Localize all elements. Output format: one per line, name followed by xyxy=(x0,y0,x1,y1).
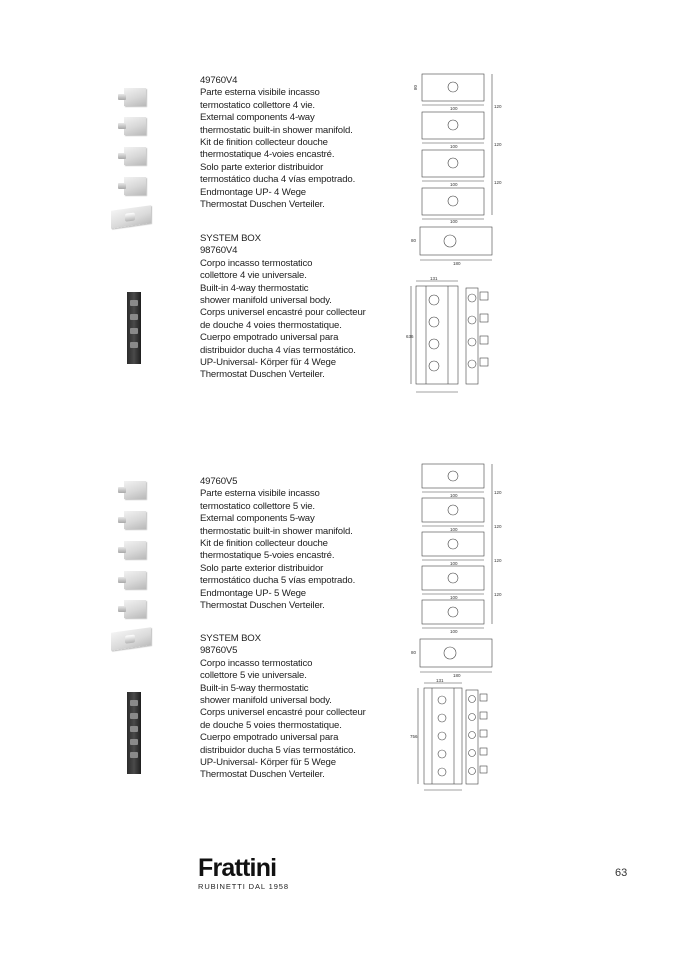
brand-name: Frattini xyxy=(198,854,277,882)
description-line: Corpo incasso termostatico xyxy=(200,657,313,669)
brand-logo xyxy=(198,855,289,891)
wide-plate-technical-drawing xyxy=(406,638,496,680)
product-code: 49760V4 xyxy=(200,75,238,86)
dimension-label: 636 xyxy=(406,334,414,339)
port-image xyxy=(130,300,138,306)
product-98760V4 xyxy=(200,233,400,382)
description-line: termostatico collettore 4 vie. xyxy=(200,99,315,111)
system-box-title: SYSTEM BOX xyxy=(200,633,261,644)
brand-tagline: RUBINETTI DAL 1958 xyxy=(198,882,289,891)
thermostat-plate-image xyxy=(111,627,151,651)
dimension-label: 756 xyxy=(410,734,418,739)
description-line: Corps universel encastré pour collecteur xyxy=(200,707,366,719)
valve-plate-image xyxy=(124,147,146,165)
port-image xyxy=(130,700,138,706)
description-line: shower manifold universal body. xyxy=(200,295,332,307)
product-49760V4 xyxy=(200,75,400,211)
description-line: Endmontage UP- 5 Wege xyxy=(200,587,306,599)
valve-plate-image xyxy=(124,600,146,618)
description-line: termostático ducha 5 vías empotrado. xyxy=(200,575,356,587)
description-line: Parte esterna visibile incasso xyxy=(200,488,320,500)
knob-image xyxy=(118,183,126,189)
dimension-label: 100 xyxy=(450,182,458,187)
description-line: Corpo incasso termostatico xyxy=(200,257,313,269)
dimension-label: 80 xyxy=(413,84,418,90)
dimension-label: 180 xyxy=(453,673,461,678)
valve-plate-image xyxy=(124,88,146,106)
system-box-image xyxy=(127,692,141,774)
description-line: Corps universel encastré pour collecteur xyxy=(200,307,366,319)
dimension-label: 100 xyxy=(450,527,458,532)
knob-image xyxy=(125,212,135,221)
plates-technical-drawing xyxy=(414,462,504,640)
description-line: de douche 5 voies thermostatique. xyxy=(200,719,342,731)
description-line: distribuidor ducha 5 vías termostático. xyxy=(200,744,356,756)
product-code: 98760V5 xyxy=(200,645,238,657)
dimension-label: 100 xyxy=(450,144,458,149)
knob-image xyxy=(118,577,126,583)
dimension-label: 131 xyxy=(430,276,438,281)
valve-plate-image xyxy=(124,117,146,135)
dimension-label: 80 xyxy=(411,238,417,243)
description-line: Cuerpo empotrado universal para xyxy=(200,332,339,344)
valve-plate-image xyxy=(124,541,146,559)
product-49760V5 xyxy=(200,476,400,612)
dimension-label: 120 xyxy=(494,180,502,185)
port-image xyxy=(130,752,138,758)
knob-image xyxy=(125,634,135,643)
system-box-image xyxy=(127,292,141,364)
description-line: Thermostat Duschen Verteiler. xyxy=(200,199,325,211)
knob-image xyxy=(118,487,126,493)
knob-image xyxy=(118,153,126,159)
product-code: 98760V4 xyxy=(200,245,238,257)
description-line: Cuerpo empotrado universal para xyxy=(200,732,339,744)
knob-image xyxy=(118,606,126,612)
description-line: Kit de finition collecteur douche xyxy=(200,137,328,149)
system-box-technical-drawing xyxy=(406,278,502,402)
description-line: thermostatique 5-voies encastré. xyxy=(200,550,335,562)
port-image xyxy=(130,342,138,348)
dimension-label: 100 xyxy=(450,493,458,498)
page-number: 63 xyxy=(615,867,628,879)
dimension-label: 100 xyxy=(450,629,458,634)
valve-plate-image xyxy=(124,481,146,499)
dimension-label: 100 xyxy=(450,106,458,111)
description-line: Built-in 4-way thermostatic xyxy=(200,282,309,294)
knob-image xyxy=(118,94,126,100)
description-line: External components 5-way xyxy=(200,513,315,525)
description-line: UP-Universal- Körper für 4 Wege xyxy=(200,357,336,369)
description-line: distribuidor ducha 4 vías termostático. xyxy=(200,344,356,356)
dimension-label: 180 xyxy=(453,261,461,266)
wide-plate-technical-drawing xyxy=(406,226,496,268)
description-line: Parte esterna visibile incasso xyxy=(200,87,320,99)
description-line: Thermostat Duschen Verteiler. xyxy=(200,769,325,781)
description-line: termostático ducha 4 vías empotrado. xyxy=(200,174,356,186)
product-98760V5 xyxy=(200,633,400,782)
valve-plate-image xyxy=(124,511,146,529)
dimension-label: 100 xyxy=(450,561,458,566)
description-line: shower manifold universal body. xyxy=(200,695,332,707)
description-line: Built-in 5-way thermostatic xyxy=(200,682,309,694)
description-line: Solo parte exterior distribuidor xyxy=(200,161,324,173)
description-line: UP-Universal- Körper für 5 Wege xyxy=(200,757,336,769)
description-line: thermostatic built-in shower manifold. xyxy=(200,124,353,136)
knob-image xyxy=(118,123,126,129)
description-line: thermostatique 4-voies encastré. xyxy=(200,149,335,161)
description-line: collettore 5 vie universale. xyxy=(200,670,307,682)
description-line: Solo parte exterior distribuidor xyxy=(200,562,324,574)
port-image xyxy=(130,739,138,745)
system-box-technical-drawing xyxy=(406,680,502,796)
valve-plate-image xyxy=(124,177,146,195)
description-line: External components 4-way xyxy=(200,112,315,124)
dimension-label: 120 xyxy=(494,524,502,529)
port-image xyxy=(130,328,138,334)
description-line: collettore 4 vie universale. xyxy=(200,270,307,282)
description-line: Thermostat Duschen Verteiler. xyxy=(200,600,325,612)
knob-image xyxy=(118,517,126,523)
description-line: Kit de finition collecteur douche xyxy=(200,538,328,550)
knob-image xyxy=(118,547,126,553)
dimension-label: 80 xyxy=(411,650,417,655)
description-line: termostatico collettore 5 vie. xyxy=(200,500,315,512)
thermostat-plate-image xyxy=(111,205,151,229)
dimension-label: 120 xyxy=(494,142,502,147)
description-line: thermostatic built-in shower manifold. xyxy=(200,525,353,537)
dimension-label: 120 xyxy=(494,490,502,495)
dimension-label: 131 xyxy=(436,678,444,683)
dimension-label: 120 xyxy=(494,592,502,597)
port-image xyxy=(130,713,138,719)
dimension-label: 100 xyxy=(450,595,458,600)
plates-technical-drawing xyxy=(414,72,504,224)
dimension-label: 120 xyxy=(494,558,502,563)
system-box-title: SYSTEM BOX xyxy=(200,233,261,244)
dimension-label: 120 xyxy=(494,104,502,109)
dimension-label: 100 xyxy=(450,219,458,224)
port-image xyxy=(130,726,138,732)
description-line: Thermostat Duschen Verteiler. xyxy=(200,369,325,381)
port-image xyxy=(130,314,138,320)
description-line: Endmontage UP- 4 Wege xyxy=(200,186,306,198)
description-line: de douche 4 voies thermostatique. xyxy=(200,319,342,331)
valve-plate-image xyxy=(124,571,146,589)
product-code: 49760V5 xyxy=(200,476,238,487)
